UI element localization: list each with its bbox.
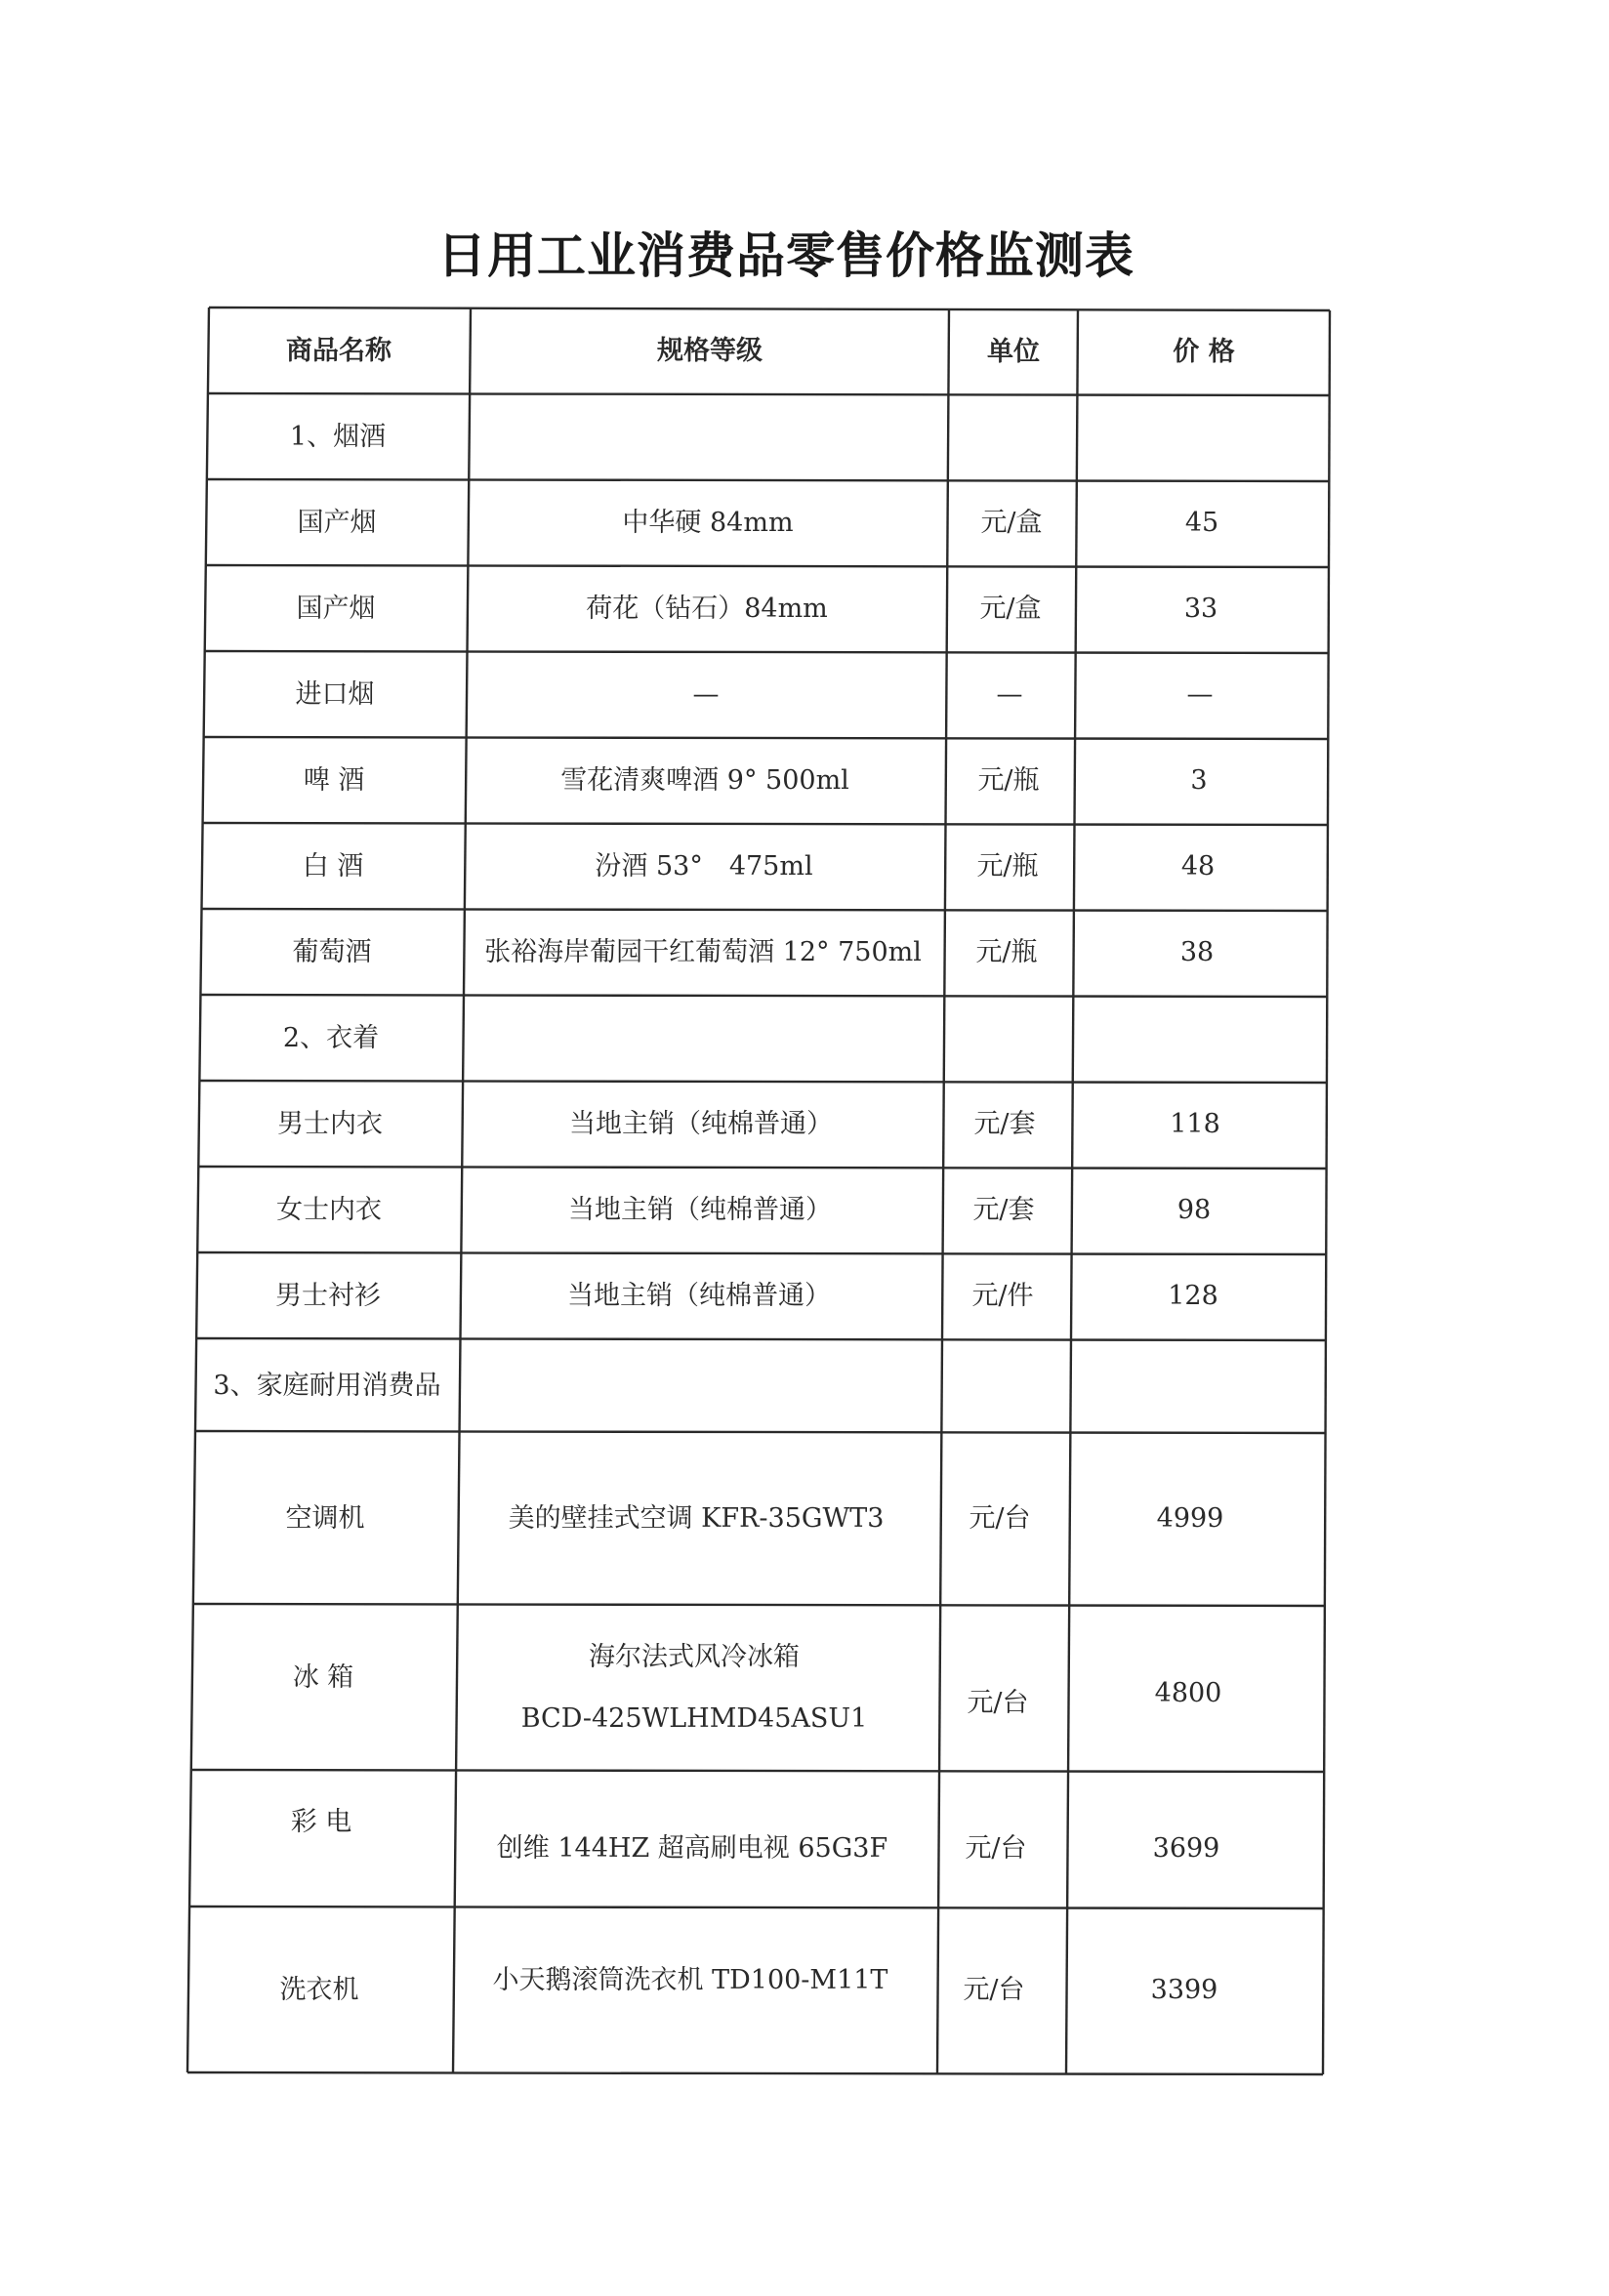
table-cell-price: 128 xyxy=(1168,1281,1218,1312)
table-cell-spec: 当地主销（纯棉普通） xyxy=(568,1195,832,1226)
table-cell-price: 98 xyxy=(1176,1195,1212,1226)
page-title: 日用工业消费品零售价格监测表 xyxy=(437,227,1135,284)
spec-line-2: BCD-425WLHMD45ASU1 xyxy=(520,1703,868,1734)
table-cell-price: 4800 xyxy=(1154,1678,1222,1709)
table-cell-unit: 元/套 xyxy=(972,1195,1035,1226)
table-cell-unit: 元/套 xyxy=(973,1109,1036,1140)
column-header-unit: 单位 xyxy=(987,337,1040,368)
table-cell-spec xyxy=(455,1605,933,1771)
table-cell-price: 118 xyxy=(1170,1109,1220,1140)
table-cell-price: 33 xyxy=(1183,594,1218,625)
table-cell-spec: 小天鹅滚筒洗衣机 TD100-M11T xyxy=(492,1965,888,1996)
column-header-spec: 规格等级 xyxy=(657,336,763,367)
table-cell-spec: 中华硬 84mm xyxy=(622,508,794,539)
table-cell-name: 白 酒 xyxy=(302,851,364,882)
table-cell-price: 4999 xyxy=(1156,1502,1224,1534)
table-cell-price: 45 xyxy=(1184,508,1219,539)
table-cell-price: 38 xyxy=(1179,937,1215,968)
table-cell-unit: 元/台 xyxy=(969,1502,1031,1534)
table-cell-unit: 元/瓶 xyxy=(976,851,1039,882)
table-cell-price: 3 xyxy=(1190,765,1208,797)
category-durable-goods: 3、家庭耐用消费品 xyxy=(213,1370,441,1401)
table-cell-name: 葡萄酒 xyxy=(292,937,372,968)
table-cell-name: 啤 酒 xyxy=(303,765,365,797)
table-cell-unit: 元/盒 xyxy=(980,508,1043,539)
table-cell-spec: — xyxy=(692,679,720,711)
table-cell-unit: 元/瓶 xyxy=(977,765,1040,797)
table-cell-name: 空调机 xyxy=(285,1502,365,1534)
table-cell-name: 国产烟 xyxy=(296,594,376,625)
table-cell-name: 进口烟 xyxy=(295,679,375,711)
column-header-name: 商品名称 xyxy=(286,336,392,367)
table-cell-spec: 汾酒 53° 475ml xyxy=(595,851,813,882)
table-cell-spec: 雪花清爽啤酒 9° 500ml xyxy=(560,765,849,797)
table-cell-unit: 元/件 xyxy=(971,1281,1034,1312)
table-cell-spec: 当地主销（纯棉普通） xyxy=(567,1281,831,1312)
table-cell-unit: — xyxy=(996,679,1023,711)
table-cell-price: 48 xyxy=(1180,851,1216,882)
spec-line-1: 海尔法式风冷冰箱 xyxy=(589,1641,800,1672)
table-cell-name: 彩 电 xyxy=(290,1806,352,1837)
table-cell-unit: 元/台 xyxy=(965,1833,1027,1865)
category-clothing: 2、衣着 xyxy=(282,1023,380,1054)
table-cell-spec: 当地主销（纯棉普通） xyxy=(569,1109,833,1140)
category-tobacco-alcohol: 1、烟酒 xyxy=(289,422,387,453)
table-cell-price: — xyxy=(1186,679,1214,711)
table-cell-price: 3699 xyxy=(1152,1833,1220,1865)
table-cell-spec: 荷花（钻石）84mm xyxy=(586,594,828,625)
table-cell-price: 3399 xyxy=(1150,1975,1218,2006)
table-cell-name: 洗衣机 xyxy=(279,1975,359,2006)
table-cell-name: 男士内衣 xyxy=(277,1109,383,1140)
table-cell-unit: 元/台 xyxy=(967,1688,1029,1719)
table-cell-name: 女士内衣 xyxy=(276,1195,382,1226)
column-header-price: 价 格 xyxy=(1173,337,1235,368)
table-cell-spec: 创维 144HZ 超高刷电视 65G3F xyxy=(496,1833,888,1865)
table-cell-unit: 元/盒 xyxy=(979,594,1042,625)
table-cell-spec: 美的壁挂式空调 KFR-35GWT3 xyxy=(508,1502,885,1534)
table-cell-name: 国产烟 xyxy=(297,508,377,539)
table-cell-name: 冰 箱 xyxy=(292,1662,354,1694)
table-cell-name: 男士衬衫 xyxy=(275,1281,381,1312)
table-cell-spec: 张裕海岸葡园干红葡萄酒 12° 750ml xyxy=(484,937,922,968)
table-cell-unit: 元/瓶 xyxy=(975,937,1038,968)
table-cell-unit: 元/台 xyxy=(963,1975,1025,2006)
